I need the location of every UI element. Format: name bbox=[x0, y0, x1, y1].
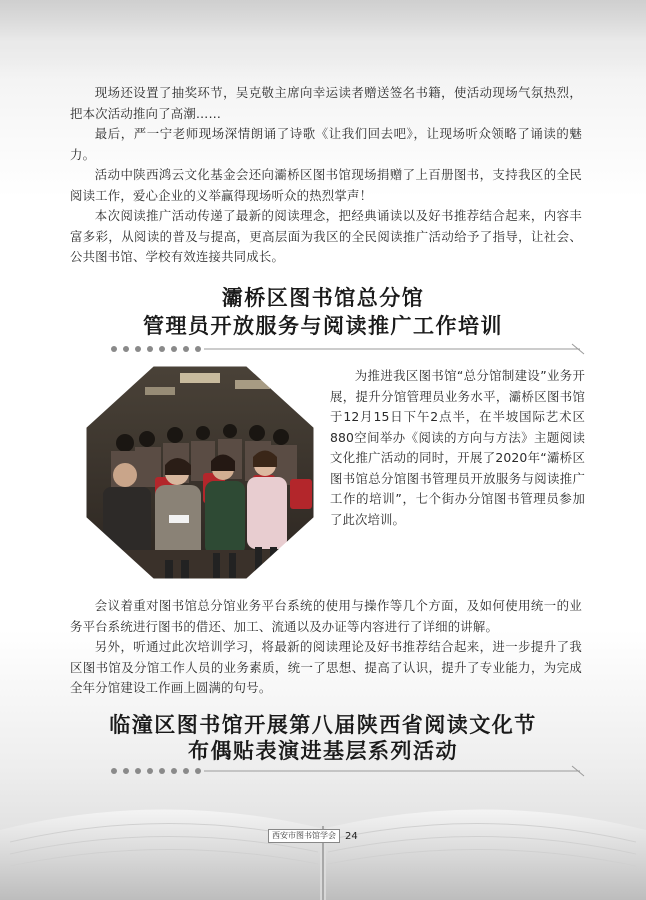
paragraph-recital: 最后，严一宁老师现场深情朗诵了诗歌《让我们回去吧》，让现场听众领略了诵读的魅力。 bbox=[70, 126, 582, 162]
paragraph-results: 另外，听通过此次培训学习，将最新的阅读理论及好书推荐结合起来，进一步提升了我区图书馆及分馆工作人员的业务素质，统一了思想、提高了认识，提升了专业能力，为完成全年分馆建设工作画上圆满的句号。 bbox=[70, 639, 582, 695]
paragraph-summary: 本次阅读推广活动传递了最新的阅读理念，把经典诵读以及好书推荐结合起来，内容丰富多彩，从阅读的普及与提高，更高层面为我区的全民阅读推广活动给予了指导，让社会、公共图书馆、学校有效连接共同成长。 bbox=[70, 208, 582, 264]
article-title-line2: 管理员开放服务与阅读推广工作培训 bbox=[143, 313, 503, 338]
top-shade bbox=[0, 0, 646, 70]
paragraph-platform: 会议着重对图书馆总分馆业务平台系统的使用与操作等几个方面，及如何使用统一的业务平台系统进行图书的借还、加工、流通以及办证等内容进行了详细的讲解。 bbox=[70, 598, 582, 634]
page-number: 24 bbox=[345, 830, 358, 842]
article-title-line1: 灞桥区图书馆总分馆 bbox=[221, 285, 425, 310]
dotted-divider bbox=[110, 343, 590, 355]
training-photo bbox=[85, 365, 315, 580]
paragraph-lottery: 现场还设置了抽奖环节，吴克敬主席向幸运读者赠送签名书籍，使活动现场气氛热烈，把本次活动推向了高潮…… bbox=[70, 85, 582, 121]
article3-title-line1: 临潼区图书馆开展第八届陕西省阅读文化节 bbox=[109, 712, 537, 737]
article3-title-line2: 布偶贴表演进基层系列活动 bbox=[188, 738, 458, 763]
footer-publisher: 西安市图书馆学会 bbox=[268, 829, 340, 843]
article-intro: 为推进我区图书馆“总分馆制建设”业务开展，提升分馆管理员业务水平，灞桥区图书馆于12月15日下午2点半，在半坡国际艺术区880空间举办《阅读的方向与方法》主题阅读文化推广活动的同时，开展了2020年“灞桥区图书馆总分馆图书管理员开放服务与阅读推广工作的培训”，七个街办分馆图书管理员参加了此次培训。 bbox=[330, 368, 585, 527]
page-footer bbox=[268, 829, 358, 843]
paragraph-donation: 活动中陕西鸿云文化基金会还向灞桥区图书馆现场捐赠了上百册图书，支持我区的全民阅读工作，爱心企业的义举赢得现场听众的热烈掌声！ bbox=[70, 167, 582, 203]
